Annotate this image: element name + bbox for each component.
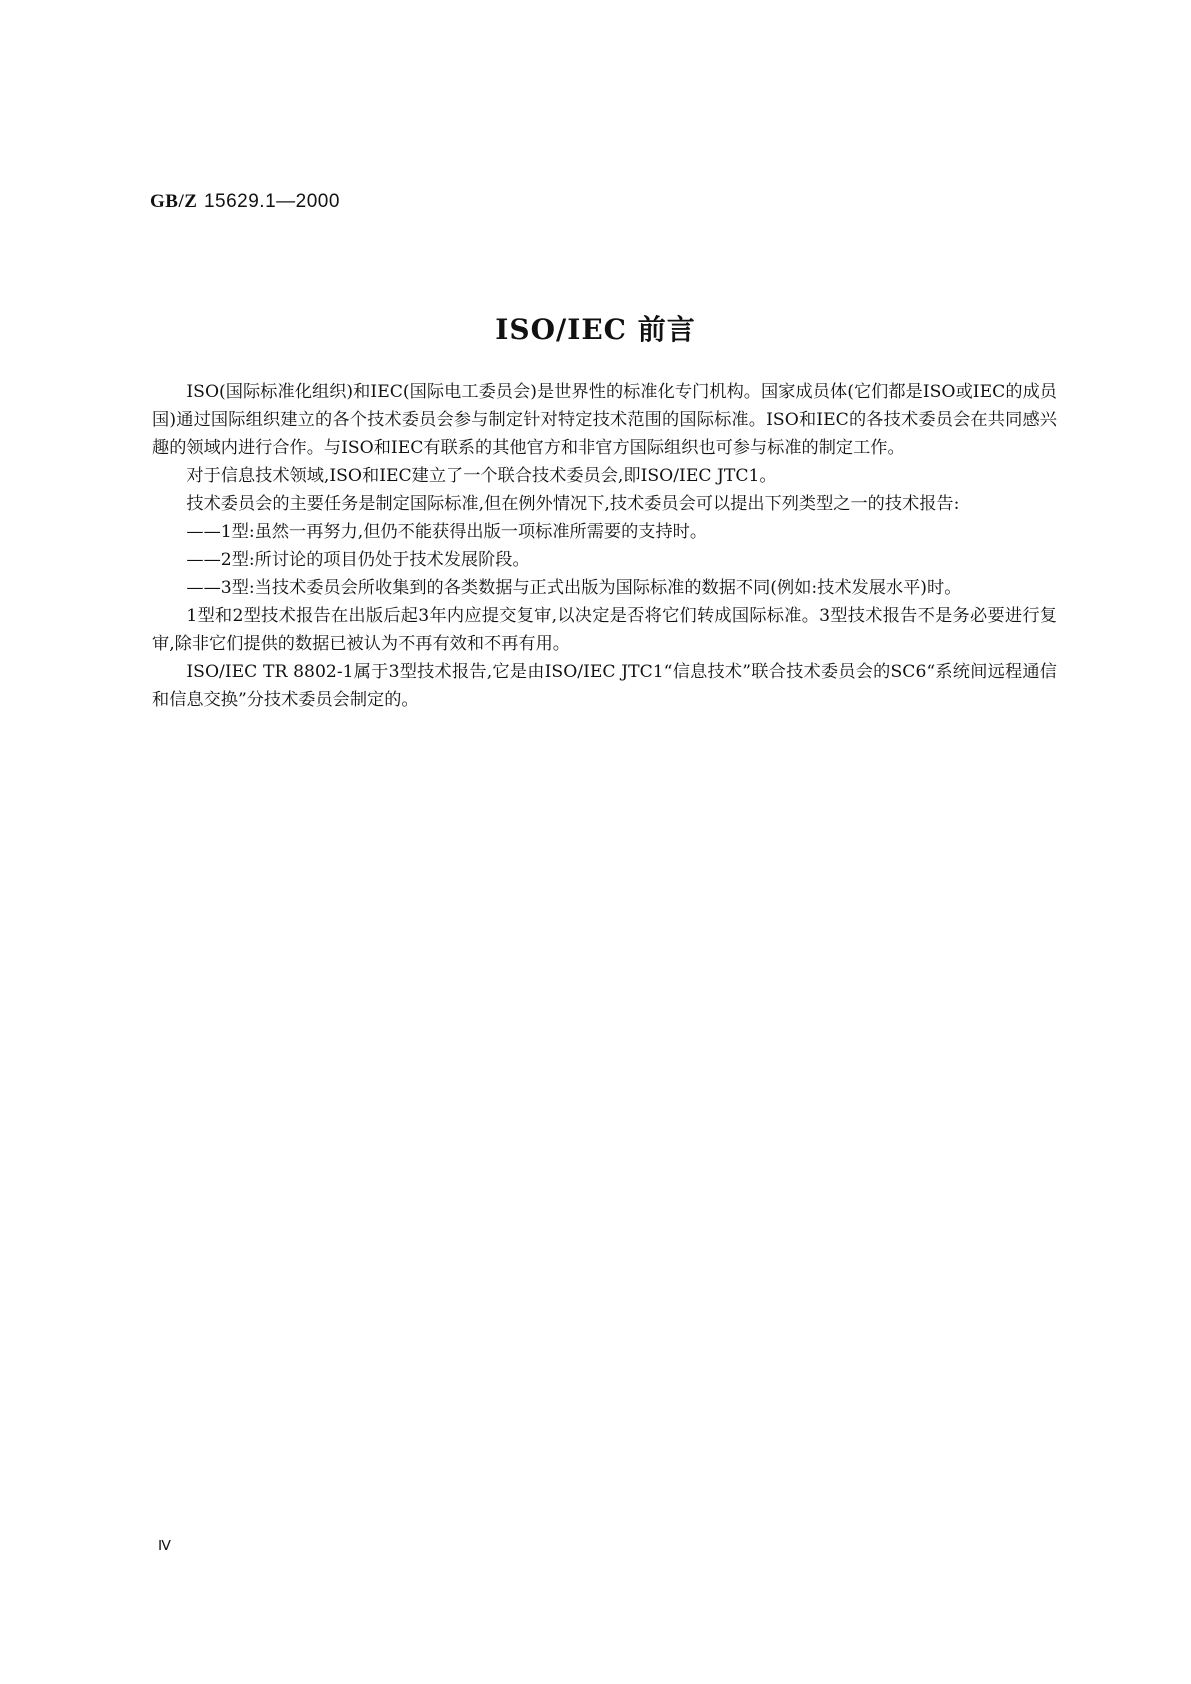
page-number: Ⅳ (158, 1539, 171, 1554)
foreword-body (152, 378, 1057, 714)
paragraph-origin: ISO/IEC TR 8802-1属于3型技术报告,它是由ISO/IEC JTC1“信息技术”联合技术委员会的SC6“系统间远程通信和信息交换”分技术委员会制定的。 (152, 662, 1057, 710)
paragraph-jtc1: 对于信息技术领域,ISO和IEC建立了一个联合技术委员会,即ISO/IEC JTC1。 (186, 466, 777, 486)
paragraph-technical-reports: 技术委员会的主要任务是制定国际标准,但在例外情况下,技术委员会可以提出下列类型之一的技术报告: (186, 494, 960, 514)
document-code-number: 15629.1—2000 (203, 191, 340, 212)
document-code-prefix: GB/Z (150, 191, 198, 212)
list-item-type-3: ——3型:当技术委员会所收集到的各类数据与正式出版为国际标准的数据不同(例如:技术发展水平)时。 (186, 578, 962, 598)
page-title: ISO/IEC 前言 (495, 313, 696, 346)
list-item-type-1: ——1型:虽然一再努力,但仍不能获得出版一项标准所需要的支持时。 (186, 522, 708, 542)
paragraph-intro: ISO(国际标准化组织)和IEC(国际电工委员会)是世界性的标准化专门机构。国家成员体(它们都是ISO或IEC的成员国)通过国际组织建立的各个技术委员会参与制定针对特定技术范围的国际标准。ISO和IEC的各技术委员会在共同感兴趣的领域内进行合作。与ISO和IEC有联系的其他官方和非官方国际组织也可参与标准的制定工作。 (152, 382, 1057, 458)
paragraph-review: 1型和2型技术报告在出版后起3年内应提交复审,以决定是否将它们转成国际标准。3型技术报告不是务必要进行复审,除非它们提供的数据已被认为不再有效和不再有用。 (152, 606, 1057, 654)
list-item-type-2: ——2型:所讨论的项目仍处于技术发展阶段。 (186, 550, 530, 570)
document-code (150, 190, 340, 213)
